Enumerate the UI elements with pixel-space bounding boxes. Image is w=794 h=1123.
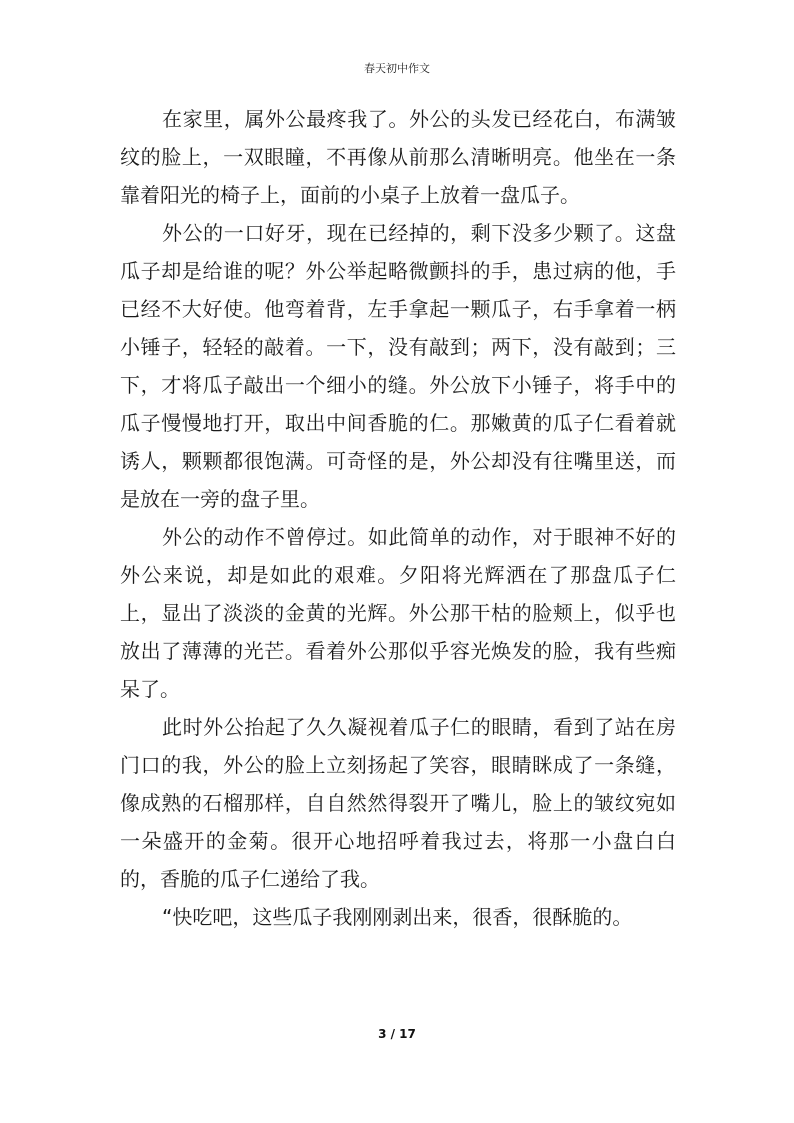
document-body (120, 100, 676, 936)
paragraph: 外公的一口好牙，现在已经掉的，剩下没多少颗了。这盘瓜子却是给谁的呢？外公举起略微颤抖的手，患过病的他，手已经不大好使。他弯着背，左手拿起一颗瓜子，右手拿着一柄小锤子，轻轻的敲着。一下，没有敲到；两下，没有敲到；三下，才将瓜子敲出一个细小的缝。外公放下小锤子，将手中的瓜子慢慢地打开，取出中间香脆的仁。那嫩黄的瓜子仁看着就诱人，颗颗都很饱满。可奇怪的是，外公却没有往嘴里送，而是放在一旁的盘子里。 (120, 221, 676, 511)
paragraph: 在家里，属外公最疼我了。外公的头发已经花白，布满皱纹的脸上，一双眼瞳，不再像从前那么清晰明亮。他坐在一条靠着阳光的椅子上，面前的小桌子上放着一盘瓜子。 (120, 107, 676, 207)
page-number: 3 / 17 (378, 1027, 416, 1041)
paragraph: 外公的动作不曾停过。如此简单的动作，对于眼神不好的外公来说，却是如此的艰难。夕阳将光辉洒在了那盘瓜子仁上，显出了淡淡的金黄的光辉。外公那干枯的脸颊上，似乎也放出了薄薄的光芒。看着外公那似乎容光焕发的脸，我有些痴呆了。 (120, 525, 676, 701)
paragraph: “快吃吧，这些瓜子我刚刚剥出来，很香，很酥脆的。 (162, 905, 633, 929)
paragraph: 此时外公抬起了久久凝视着瓜子仁的眼睛，看到了站在房门口的我，外公的脸上立刻扬起了笑容，眼睛眯成了一条缝，像成熟的石榴那样，自自然然得裂开了嘴儿，脸上的皱纹宛如一朵盛开的金菊。很开心地招呼着我过去，将那一小盘白白的，香脆的瓜子仁递给了我。 (120, 715, 676, 891)
page-header-title: 春天初中作文 (364, 62, 430, 75)
